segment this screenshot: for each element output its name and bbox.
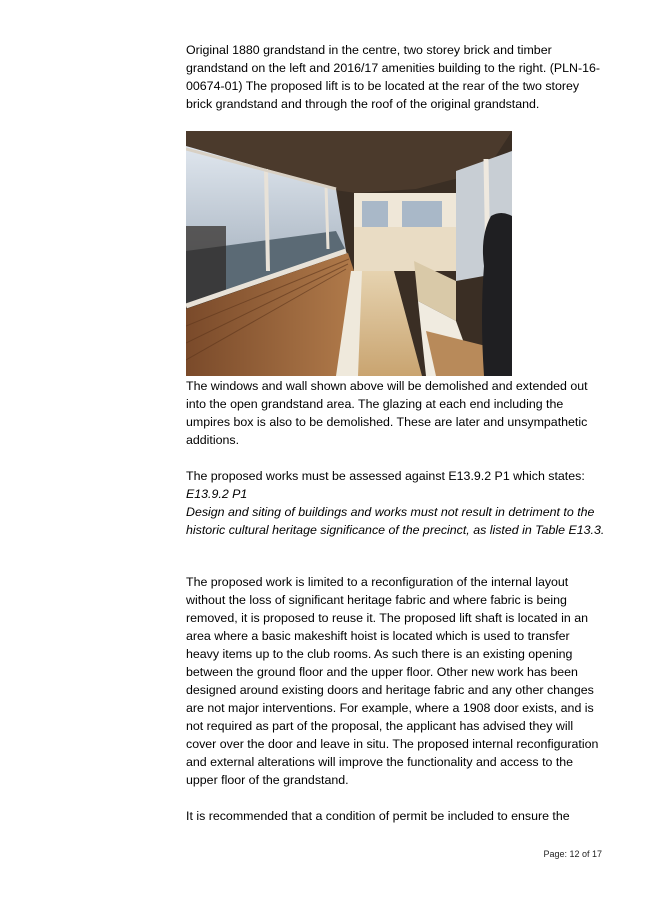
clause-text: Design and siting of buildings and works must not result in detriment to the historic cultural heritage significance of the precinct, as listed in Table E13.3. xyxy=(186,505,605,537)
body-paragraph: The proposed work is limited to a reconfiguration of the internal layout without the loss of significant heritage fabric and where fabric is being removed, it is proposed to reuse it. The proposed lift shaft is located in an area where a basic makeshift hoist is located which is used to transfer heavy items up to the club rooms. As such there is an existing opening between the ground floor and the upper floor. Other new work has been designed around existing doors and heritage fabric and any other changes are not major interventions. For example, where a 1908 door exists, and is not required as part of the proposal, the applicant has advised they will cover over the door and leave in situ. The proposed internal reconfiguration and external alterations will improve the functionality and access to the upper floor of the grandstand. xyxy=(186,575,599,787)
photo-caption-paragraph: The windows and wall shown above will be demolished and extended out into the open grandstand area. The glazing at each end including the umpires box is also to be demolished. These are later and unsympathetic additions. xyxy=(186,379,588,447)
page-number: Page: 12 of 17 xyxy=(543,849,602,859)
clause-reference: E13.9.2 P1 xyxy=(186,487,248,501)
recommendation-paragraph: It is recommended that a condition of permit be included to ensure the xyxy=(186,809,570,823)
assessment-intro: The proposed works must be assessed against E13.9.2 P1 which states: xyxy=(186,469,585,483)
grandstand-interior-photo xyxy=(186,131,512,376)
intro-paragraph: Original 1880 grandstand in the centre, two storey brick and timber grandstand on the left and 2016/17 amenities building to the right. (PLN-16-00674-01) The proposed lift is to be located at the rear of the two storey brick grandstand and through the roof of the original grandstand. xyxy=(186,43,600,111)
